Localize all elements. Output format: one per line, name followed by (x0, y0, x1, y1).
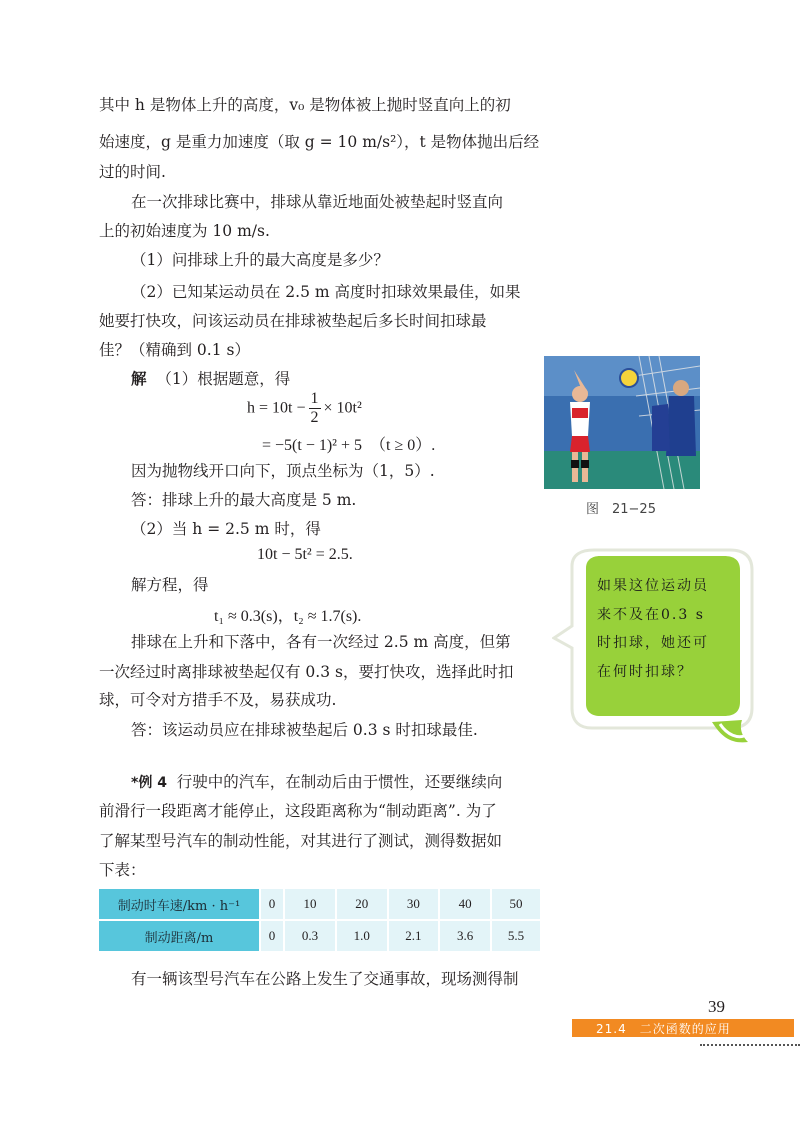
fraction (309, 390, 321, 427)
text-line: 排球在上升和下落中，各有一次经过 2.5 m 高度，但第 (131, 633, 511, 651)
text-line: 一次经过时离排球被垫起仅有 0.3 s，要打快攻，选择此时扣 (99, 663, 514, 681)
text-line: 答：该运动员应在排球被垫起后 0.3 s 时扣球最佳. (131, 721, 478, 739)
table-cell: 0 (260, 920, 284, 952)
section-title: 21.4 二次函数的应用 (596, 1022, 731, 1036)
solution-label: 解 (131, 369, 147, 388)
footer-divider (700, 1044, 800, 1046)
braking-data-table (99, 889, 540, 953)
page-number: 39 (708, 997, 725, 1016)
text-line: 答：排球上升的最大高度是 5 m. (131, 491, 357, 509)
table-row-header: 制动时车速/km · h⁻¹ (99, 889, 260, 920)
table-cell: 3.6 (439, 920, 491, 952)
question-1: （1）问排球上升的最大高度是多少？ (131, 251, 389, 269)
text-line: 其中 h 是物体上升的高度，v₀ 是物体被上抛时竖直向上的初 (99, 96, 511, 114)
equation-1-lhs: h = 10t − (247, 399, 306, 417)
table-cell: 1.0 (336, 920, 388, 952)
text-line: 前滑行一段距离才能停止，这段距离称为“制动距离”. 为了 (99, 802, 497, 820)
text-line: 下表： (99, 861, 146, 879)
text-line: 了解某型号汽车的制动性能，对其进行了测试，测得数据如 (99, 832, 503, 850)
table-cell: 20 (336, 889, 388, 920)
example-line (131, 769, 502, 796)
equation-1-rhs: × 10t² (323, 399, 362, 417)
equation-3: 10t − 5t² = 2.5. (257, 546, 353, 563)
table-row-header: 制动距离/m (99, 920, 260, 952)
text-line: 始速度，g 是重力加速度（取 g = 10 m/s²），t 是物体抛出后经 (99, 133, 540, 151)
example-text: 行驶中的汽车，在制动后由于惯性，还要继续向 (176, 773, 503, 791)
text-line: 佳？（精确到 0.1 s） (99, 341, 250, 359)
table-row (99, 889, 540, 920)
text-line: （2）当 h = 2.5 m 时，得 (131, 520, 321, 538)
text-line: 上的初始速度为 10 m/s. (99, 222, 270, 240)
table-row (99, 920, 540, 952)
volleyball-photo (544, 356, 700, 489)
equation-2: = −5(t − 1)² + 5 （t ≥ 0）. (262, 437, 436, 454)
table-cell: 0.3 (284, 920, 336, 952)
text-line: 有一辆该型号汽车在公路上发生了交通事故，现场测得制 (131, 970, 519, 988)
table-cell: 50 (491, 889, 540, 920)
example-label: *例 4 (131, 775, 167, 791)
text-line: 因为抛物线开口向下，顶点坐标为（1，5）. (131, 462, 435, 480)
text-line: 解方程，得 (131, 576, 209, 594)
equation-4: t₁ ≈ 0.3(s)，t₂ ≈ 1.7(s). (214, 608, 362, 625)
solution-line (131, 366, 290, 392)
table-cell: 5.5 (491, 920, 540, 952)
text-line: 过的时间. (99, 163, 166, 181)
text-line: 球，可令对方措手不及，易获成功. (99, 691, 337, 709)
table-cell: 2.1 (388, 920, 440, 952)
text-line: 在一次排球比赛中，排球从靠近地面处被垫起时竖直向 (131, 193, 504, 211)
text-line: 她要打快攻，问该运动员在排球被垫起后多长时间扣球最 (99, 312, 487, 330)
solution-step: （1）根据题意，得 (156, 370, 291, 388)
fraction-denominator: 2 (310, 409, 319, 426)
table-cell: 0 (260, 889, 284, 920)
fraction-numerator: 1 (310, 390, 319, 407)
table-cell: 40 (439, 889, 491, 920)
table-cell: 30 (388, 889, 440, 920)
bubble-text: 如果这位运动员来不及在0.3 s时扣球，她还可在何时扣球？ (597, 578, 709, 680)
question-2: （2）已知某运动员在 2.5 m 高度时扣球效果最佳，如果 (131, 283, 521, 301)
volleyball-scene-icon (544, 356, 700, 489)
equation-1 (247, 390, 362, 427)
figure-caption: 图 21−25 (586, 502, 656, 517)
table-cell: 10 (284, 889, 336, 920)
